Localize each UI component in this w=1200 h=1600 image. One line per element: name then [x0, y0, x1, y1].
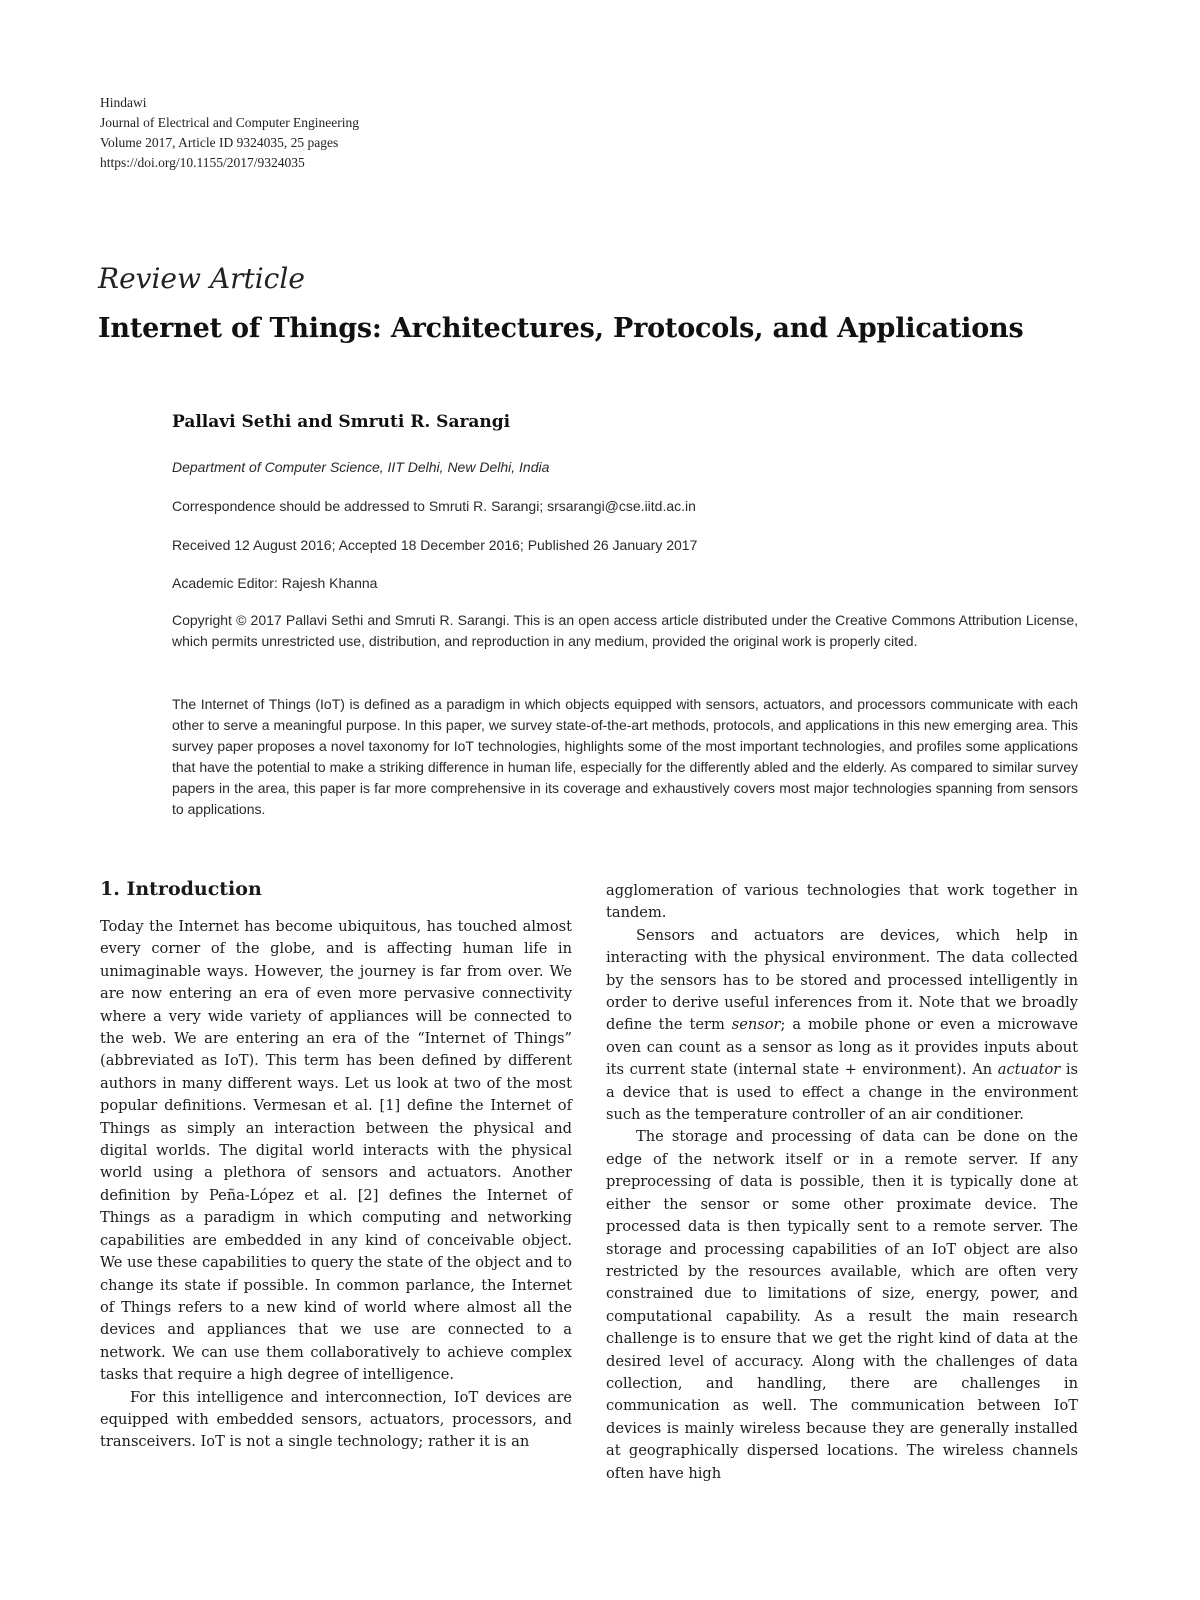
volume-info: Volume 2017, Article ID 9324035, 25 pages	[100, 135, 339, 150]
academic-editor: Academic Editor: Rajesh Khanna	[172, 575, 378, 591]
paragraph: For this intelligence and interconnection, IoT devices are equipped with embedded sensors, actuators, processors, and transceivers. IoT is not a single technology; rather it is an	[100, 1388, 572, 1451]
article-title: Internet of Things: Architectures, Protocols, and Applications	[98, 313, 1024, 344]
publication-dates: Received 12 August 2016; Accepted 18 December 2016; Published 26 January 2017	[172, 537, 698, 553]
term-sensor: sensor	[731, 1016, 781, 1034]
abstract: The Internet of Things (IoT) is defined as a paradigm in which objects equipped with sensors, actuators, and processors communicate with each other to serve a meaningful purpose. In this paper, we survey state-of-the-art methods, protocols, and applications in this new emerging area. This survey paper proposes a novel taxonomy for IoT technologies, highlights some of the most important technologies, and profiles some applications that have the potential to make a striking difference in human life, especially for the differently abled and the elderly. As compared to similar survey papers in the area, this paper is far more comprehensive in its coverage and exhaustively covers most major technologies spanning from sensors to applications.	[172, 696, 1078, 817]
paragraph: The storage and processing of data can be done on the edge of the network itself or in a remote server. If any preprocessing of data is possible, then it is typically done at either the sensor or some other proximate device. The processed data is then typically sent to a remote server. The storage and processing capabilities of an IoT object are also restricted by the resources available, which are often very constrained due to limitations of size, energy, power, and computational capability. As a result the main research challenge is to ensure that we get the right kind of data at the desired level of accuracy. Along with the challenges of data collection, and handling, there are challenges in communication as well. The communication between IoT devices is mainly wireless because they are generally installed at geographically dispersed locations. The wireless channels often have high	[606, 1128, 1078, 1482]
left-column	[100, 876, 572, 1454]
paragraph: agglomeration of various technologies that work together in tandem.	[606, 882, 1078, 922]
right-column	[606, 880, 1078, 1485]
article-type: Review Article	[98, 262, 305, 295]
doi-link[interactable]: https://doi.org/10.1155/2017/9324035	[100, 155, 305, 170]
paragraph: Today the Internet has become ubiquitous, has touched almost every corner of the globe, and is affecting human life in unimaginable ways. However, the journey is far from over. We are now entering an era of even more pervasive connectivity where a very wide variety of appliances will be connected to the web. We are entering an era of the “Internet of Things” (abbreviated as IoT). This term has been defined by different authors in many different ways. Let us look at two of the most popular definitions. Vermesan et al. [1] define the Internet of Things as simply an interaction between the physical and digital worlds. The digital world interacts with the physical world using a plethora of sensors and actuators. Another definition by Peña-López et al. [2] defines the Internet of Things as a paradigm in which computing and networking capabilities are embedded in any kind of conceivable object. We use these capabilities to query the state of the object and to change its state if possible. In common parlance, the Internet of Things refers to a new kind of world where almost all the devices and appliances that we use are connected to a network. We can use them collaboratively to achieve complex tasks that require a high degree of intelligence.	[100, 918, 572, 1384]
section-heading: 1. Introduction	[100, 878, 262, 900]
copyright-notice: Copyright © 2017 Pallavi Sethi and Smruti R. Sarangi. This is an open access article distributed under the Creative Commons Attribution License, which permits unrestricted use, distribution, and reproduction in any medium, provided the original work is properly cited.	[172, 612, 1078, 649]
text-run: Sensors and actuators are devices, which help in interacting with the physical environment. The data collected by the sensors has to be stored and processed intelligently in order to derive useful inferences from it. Note that we broadly define the term	[606, 926, 1078, 1034]
text-run: ; a mobile phone or even a microwave oven can count as a sensor as long as it provides inputs about its current state (internal state + environment). An	[606, 1016, 1078, 1079]
text-run: is a device that is used to effect a change in the environment such as the temperature controller of an air conditioner.	[606, 1061, 1078, 1124]
publisher-name: Hindawi	[100, 95, 147, 110]
term-actuator: actuator	[997, 1061, 1061, 1079]
correspondence: Correspondence should be addressed to Smruti R. Sarangi; srsarangi@cse.iitd.ac.in	[172, 498, 696, 514]
affiliation: Department of Computer Science, IIT Delhi, New Delhi, India	[172, 459, 550, 475]
journal-header	[100, 93, 359, 173]
authors: Pallavi Sethi and Smruti R. Sarangi	[172, 412, 511, 432]
journal-name: Journal of Electrical and Computer Engineering	[100, 115, 360, 130]
paragraph	[606, 925, 1078, 1127]
